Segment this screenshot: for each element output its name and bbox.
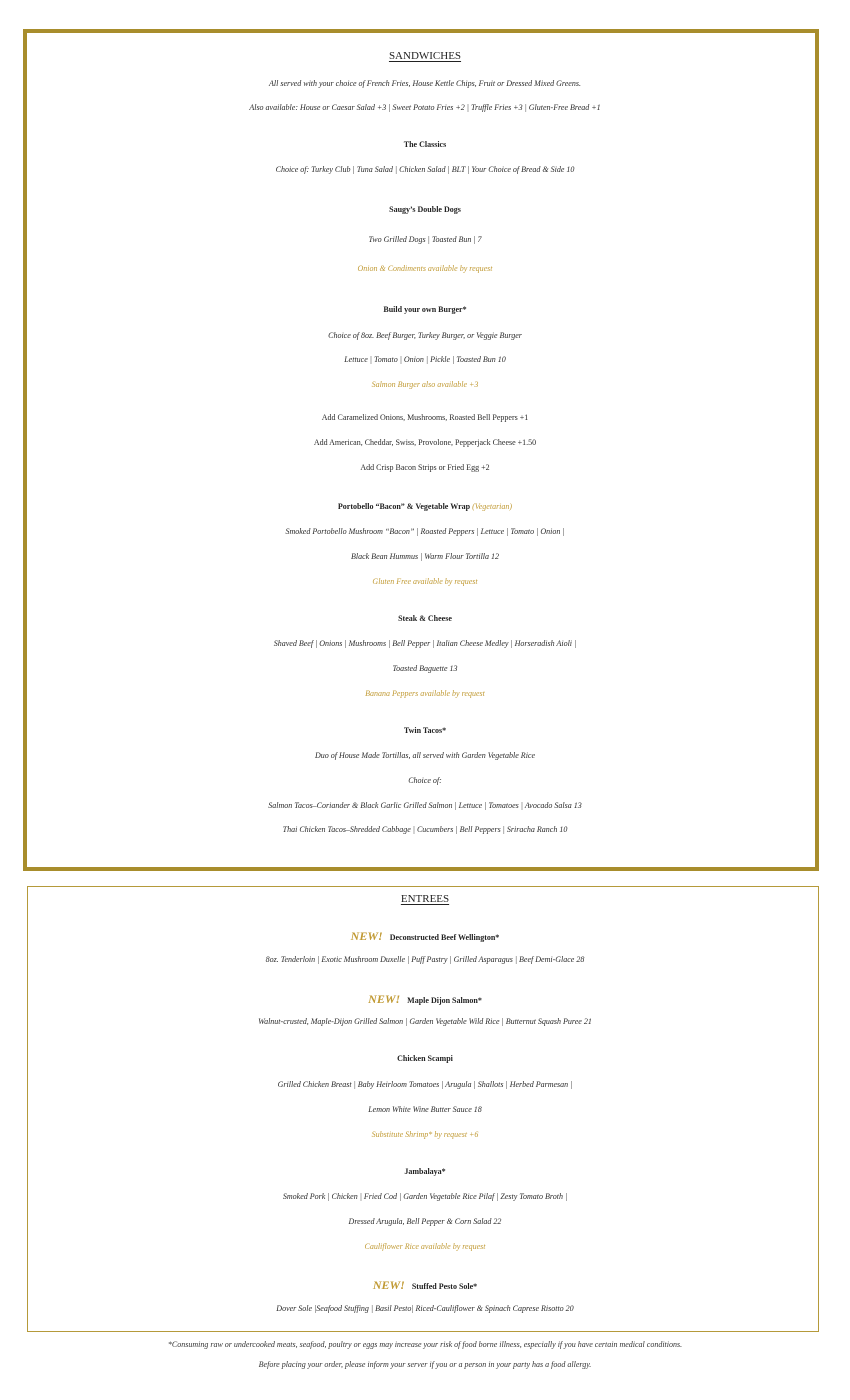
- item-desc-tacos-3: Salmon Tacos–Coriander & Black Garlic Grilled Salmon | Lettuce | Tomatoes | Avocado Salsa 13: [268, 801, 582, 810]
- item-desc-scampi-1: Grilled Chicken Breast | Baby Heirloom Tomatoes | Arugula | Shallots | Herbed Parmesan |: [277, 1080, 573, 1089]
- item-desc-wellington: 8oz. Tenderloin | Exotic Mushroom Duxelle | Puff Pastry | Grilled Asparagus | Beef Demi-Glace 28: [265, 955, 585, 964]
- wrap-name-text: Portobello “Bacon” & Vegetable Wrap: [337, 502, 471, 511]
- item-note-wrap: Gluten Free available by request: [372, 577, 478, 586]
- sandwiches-border: [23, 29, 819, 871]
- item-name-salmon: [0, 993, 850, 1005]
- sandwiches-extras: Also available: House or Caesar Salad +3 | Sweet Potato Fries +2 | Truffle Fries +3 | Gluten-Free Bread +1: [249, 103, 601, 112]
- new-badge: NEW!: [368, 992, 401, 1006]
- item-desc-steak-1: Shaved Beef | Onions | Mushrooms | Bell Pepper | Italian Cheese Medley | Horseradish Aioli |: [273, 639, 577, 648]
- vegetarian-tag: (Vegetarian): [472, 502, 513, 511]
- new-badge: NEW!: [372, 1278, 405, 1292]
- item-name-tacos: Twin Tacos*: [403, 726, 447, 735]
- wellington-name-text: Deconstructed Beef Wellington*: [389, 933, 500, 942]
- item-desc-wrap-1: Smoked Portobello Mushroom “Bacon” | Roasted Peppers | Lettuce | Tomato | Onion |: [285, 527, 565, 536]
- item-note-burger: Salmon Burger also available +3: [371, 380, 479, 389]
- item-desc-sole: Dover Sole |Seafood Stuffing | Basil Pesto| Riced-Cauliflower & Spinach Caprese Risotto 20: [276, 1304, 574, 1313]
- item-desc-classics: Choice of: Turkey Club | Tuna Salad | Chicken Salad | BLT | Your Choice of Bread & Side 10: [275, 165, 575, 174]
- burger-addon-3: Add Crisp Bacon Strips or Fried Egg +2: [360, 463, 490, 472]
- item-name-jambalaya: Jambalaya*: [404, 1167, 446, 1176]
- item-desc-tacos-2: Choice of:: [408, 776, 442, 785]
- item-note-jambalaya: Cauliflower Rice available by request: [364, 1242, 486, 1251]
- item-desc-dogs: Two Grilled Dogs | Toasted Bun | 7: [368, 235, 482, 244]
- item-desc-salmon: Walnut-crusted, Maple-Dijon Grilled Salmon | Garden Vegetable Wild Rice | Butternut Squash Puree 21: [258, 1017, 592, 1026]
- item-desc-wrap-2: Black Bean Hummus | Warm Flour Tortilla 12: [350, 552, 500, 561]
- item-note-dogs: Onion & Condiments available by request: [357, 264, 493, 273]
- allergy-disclaimer-1: *Consuming raw or undercooked meats, seafood, poultry or eggs may increase your risk of food borne illness, especially if you have certain medical conditions.: [167, 1340, 683, 1349]
- item-desc-jambalaya-1: Smoked Pork | Chicken | Fried Cod | Garden Vegetable Rice Pilaf | Zesty Tomato Broth |: [282, 1192, 568, 1201]
- item-desc-tacos-1: Duo of House Made Tortillas, all served with Garden Vegetable Rice: [314, 751, 536, 760]
- item-name-dogs: Saugy’s Double Dogs: [389, 205, 461, 214]
- item-desc-scampi-2: Lemon White Wine Butter Sauce 18: [368, 1105, 482, 1114]
- item-desc-burger-2: Lettuce | Tomato | Onion | Pickle | Toasted Bun 10: [344, 355, 506, 364]
- sole-name-text: Stuffed Pesto Sole*: [411, 1282, 478, 1291]
- item-name-burger: Build your own Burger*: [383, 305, 467, 314]
- item-name-steak: Steak & Cheese: [398, 614, 452, 623]
- item-desc-jambalaya-2: Dressed Arugula, Bell Pepper & Corn Salad 22: [348, 1217, 502, 1226]
- allergy-disclaimer-2: Before placing your order, please inform your server if you or a person in your party has a food allergy.: [258, 1360, 592, 1369]
- item-name-classics: The Classics: [403, 140, 447, 149]
- item-name-scampi: Chicken Scampi: [397, 1054, 453, 1063]
- sandwiches-title: SANDWICHES: [388, 50, 462, 62]
- item-note-scampi: Substitute Shrimp* by request +6: [371, 1130, 479, 1139]
- item-desc-burger-1: Choice of 8oz. Beef Burger, Turkey Burger, or Veggie Burger: [328, 331, 522, 340]
- item-name-wrap: [0, 503, 850, 511]
- entrees-title: ENTREES: [400, 893, 450, 905]
- item-note-steak: Banana Peppers available by request: [365, 689, 485, 698]
- item-desc-steak-2: Toasted Baguette 13: [392, 664, 458, 673]
- new-badge: NEW!: [350, 929, 383, 943]
- item-desc-tacos-4: Thai Chicken Tacos–Shredded Cabbage | Cucumbers | Bell Peppers | Sriracha Ranch 10: [282, 825, 568, 834]
- item-name-sole: [0, 1279, 850, 1291]
- burger-addon-2: Add American, Cheddar, Swiss, Provolone, Pepperjack Cheese +1.50: [313, 438, 537, 447]
- item-name-wellington: [0, 930, 850, 942]
- burger-addon-1: Add Caramelized Onions, Mushrooms, Roasted Bell Peppers +1: [321, 413, 529, 422]
- salmon-name-text: Maple Dijon Salmon*: [407, 996, 482, 1005]
- sandwiches-intro: All served with your choice of French Fries, House Kettle Chips, Fruit or Dressed Mixed Greens.: [269, 79, 581, 88]
